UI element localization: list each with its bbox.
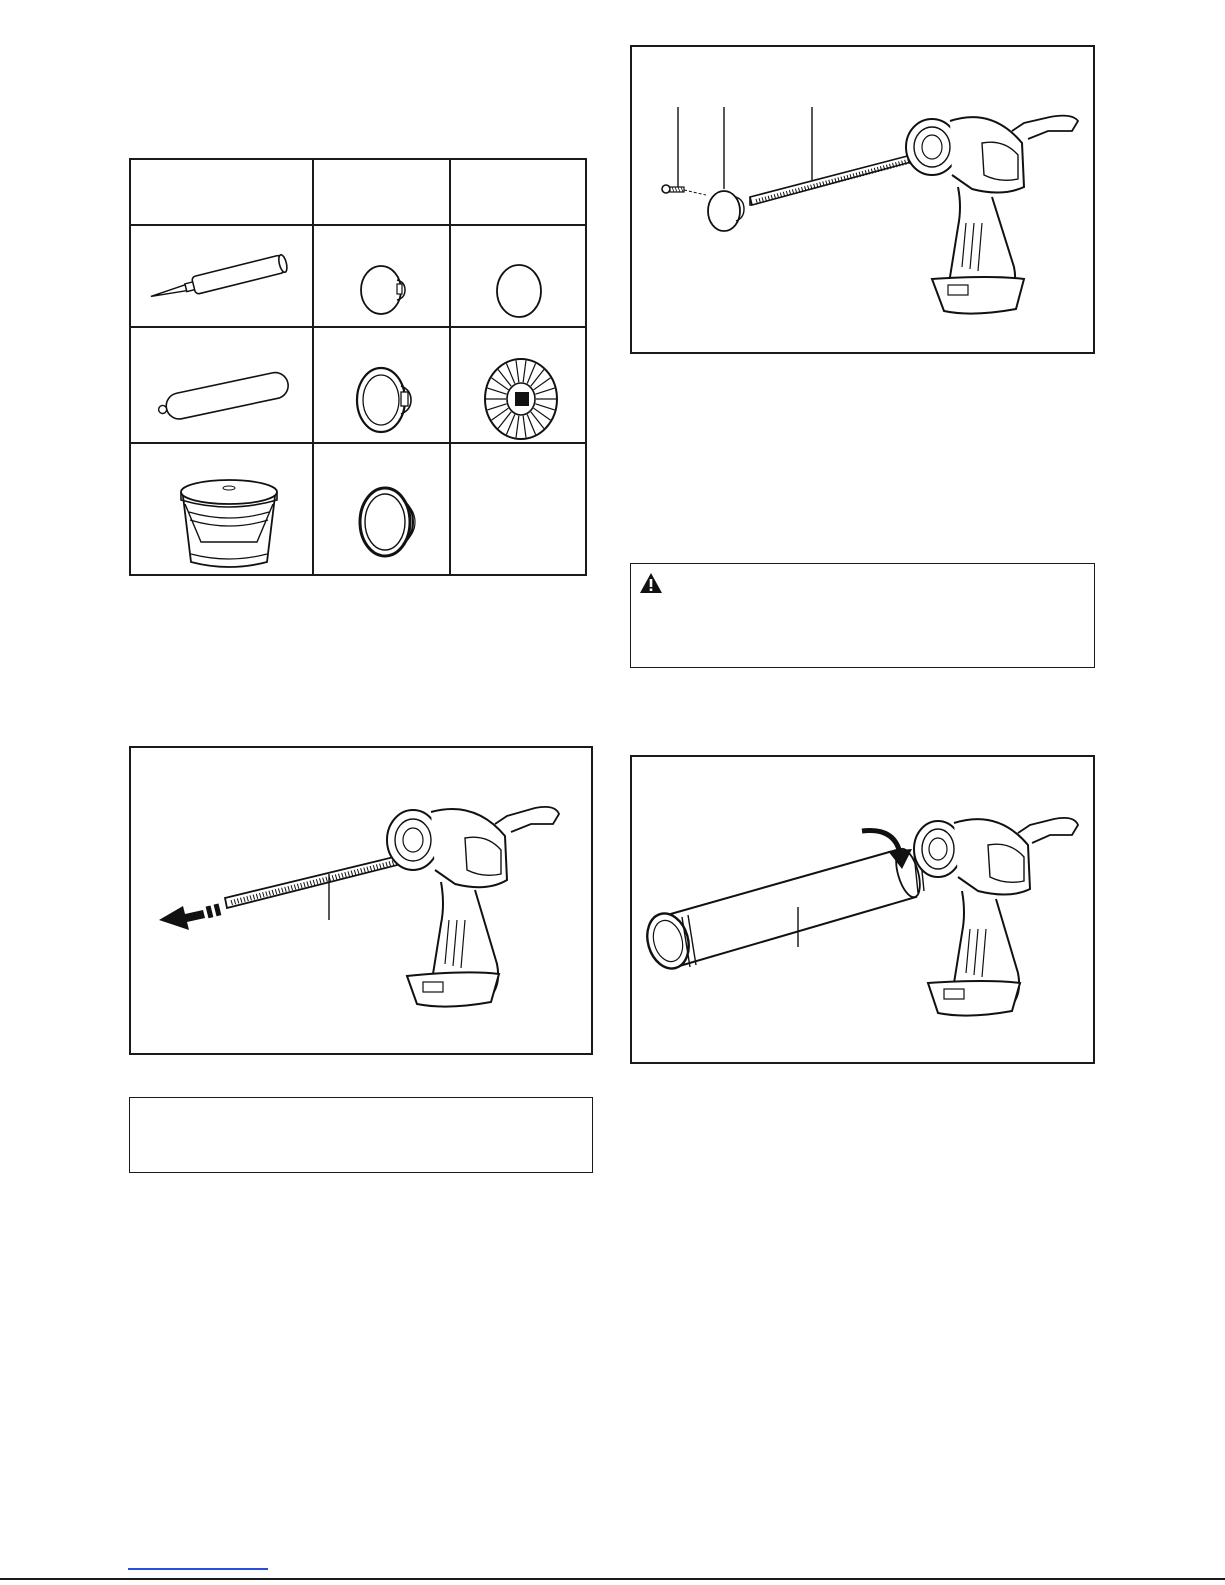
table-header-material	[131, 160, 312, 224]
ribbed-disc-icon	[479, 356, 565, 442]
table-cell-empty	[451, 444, 585, 574]
note-box	[129, 1097, 593, 1173]
figure-rack-removal	[129, 746, 593, 1055]
figure-holder-install	[630, 755, 1095, 1064]
plunger-ring-icon	[349, 360, 423, 440]
screw-icon	[662, 185, 706, 195]
footer-rule	[0, 1578, 1225, 1580]
cartridge-holder-icon	[641, 846, 924, 973]
table-header-plunger	[314, 160, 449, 224]
warning-triangle-icon	[639, 572, 663, 594]
plunger-disc-plain-icon	[487, 254, 557, 324]
plunger-disc-icon	[708, 191, 744, 231]
plunger-disc-small-icon	[351, 254, 421, 324]
table-header-adapter	[451, 160, 585, 224]
seal-ring-icon	[353, 480, 423, 564]
cartridge-tube-icon	[141, 240, 301, 320]
caulking-gun-icon	[906, 116, 1078, 314]
bulk-bucket-icon	[169, 466, 289, 574]
sausage-pack-icon	[151, 355, 301, 435]
figure-rack-assembly	[630, 45, 1095, 354]
footer-link-underline[interactable]	[128, 1568, 268, 1570]
caulking-gun-icon	[387, 807, 559, 1007]
compatibility-table	[129, 158, 587, 576]
table-divider	[131, 326, 585, 328]
caulking-gun-icon	[914, 818, 1078, 1016]
pull-direction-arrow-icon	[159, 903, 221, 930]
warning-box	[630, 563, 1095, 668]
table-divider	[131, 224, 585, 226]
